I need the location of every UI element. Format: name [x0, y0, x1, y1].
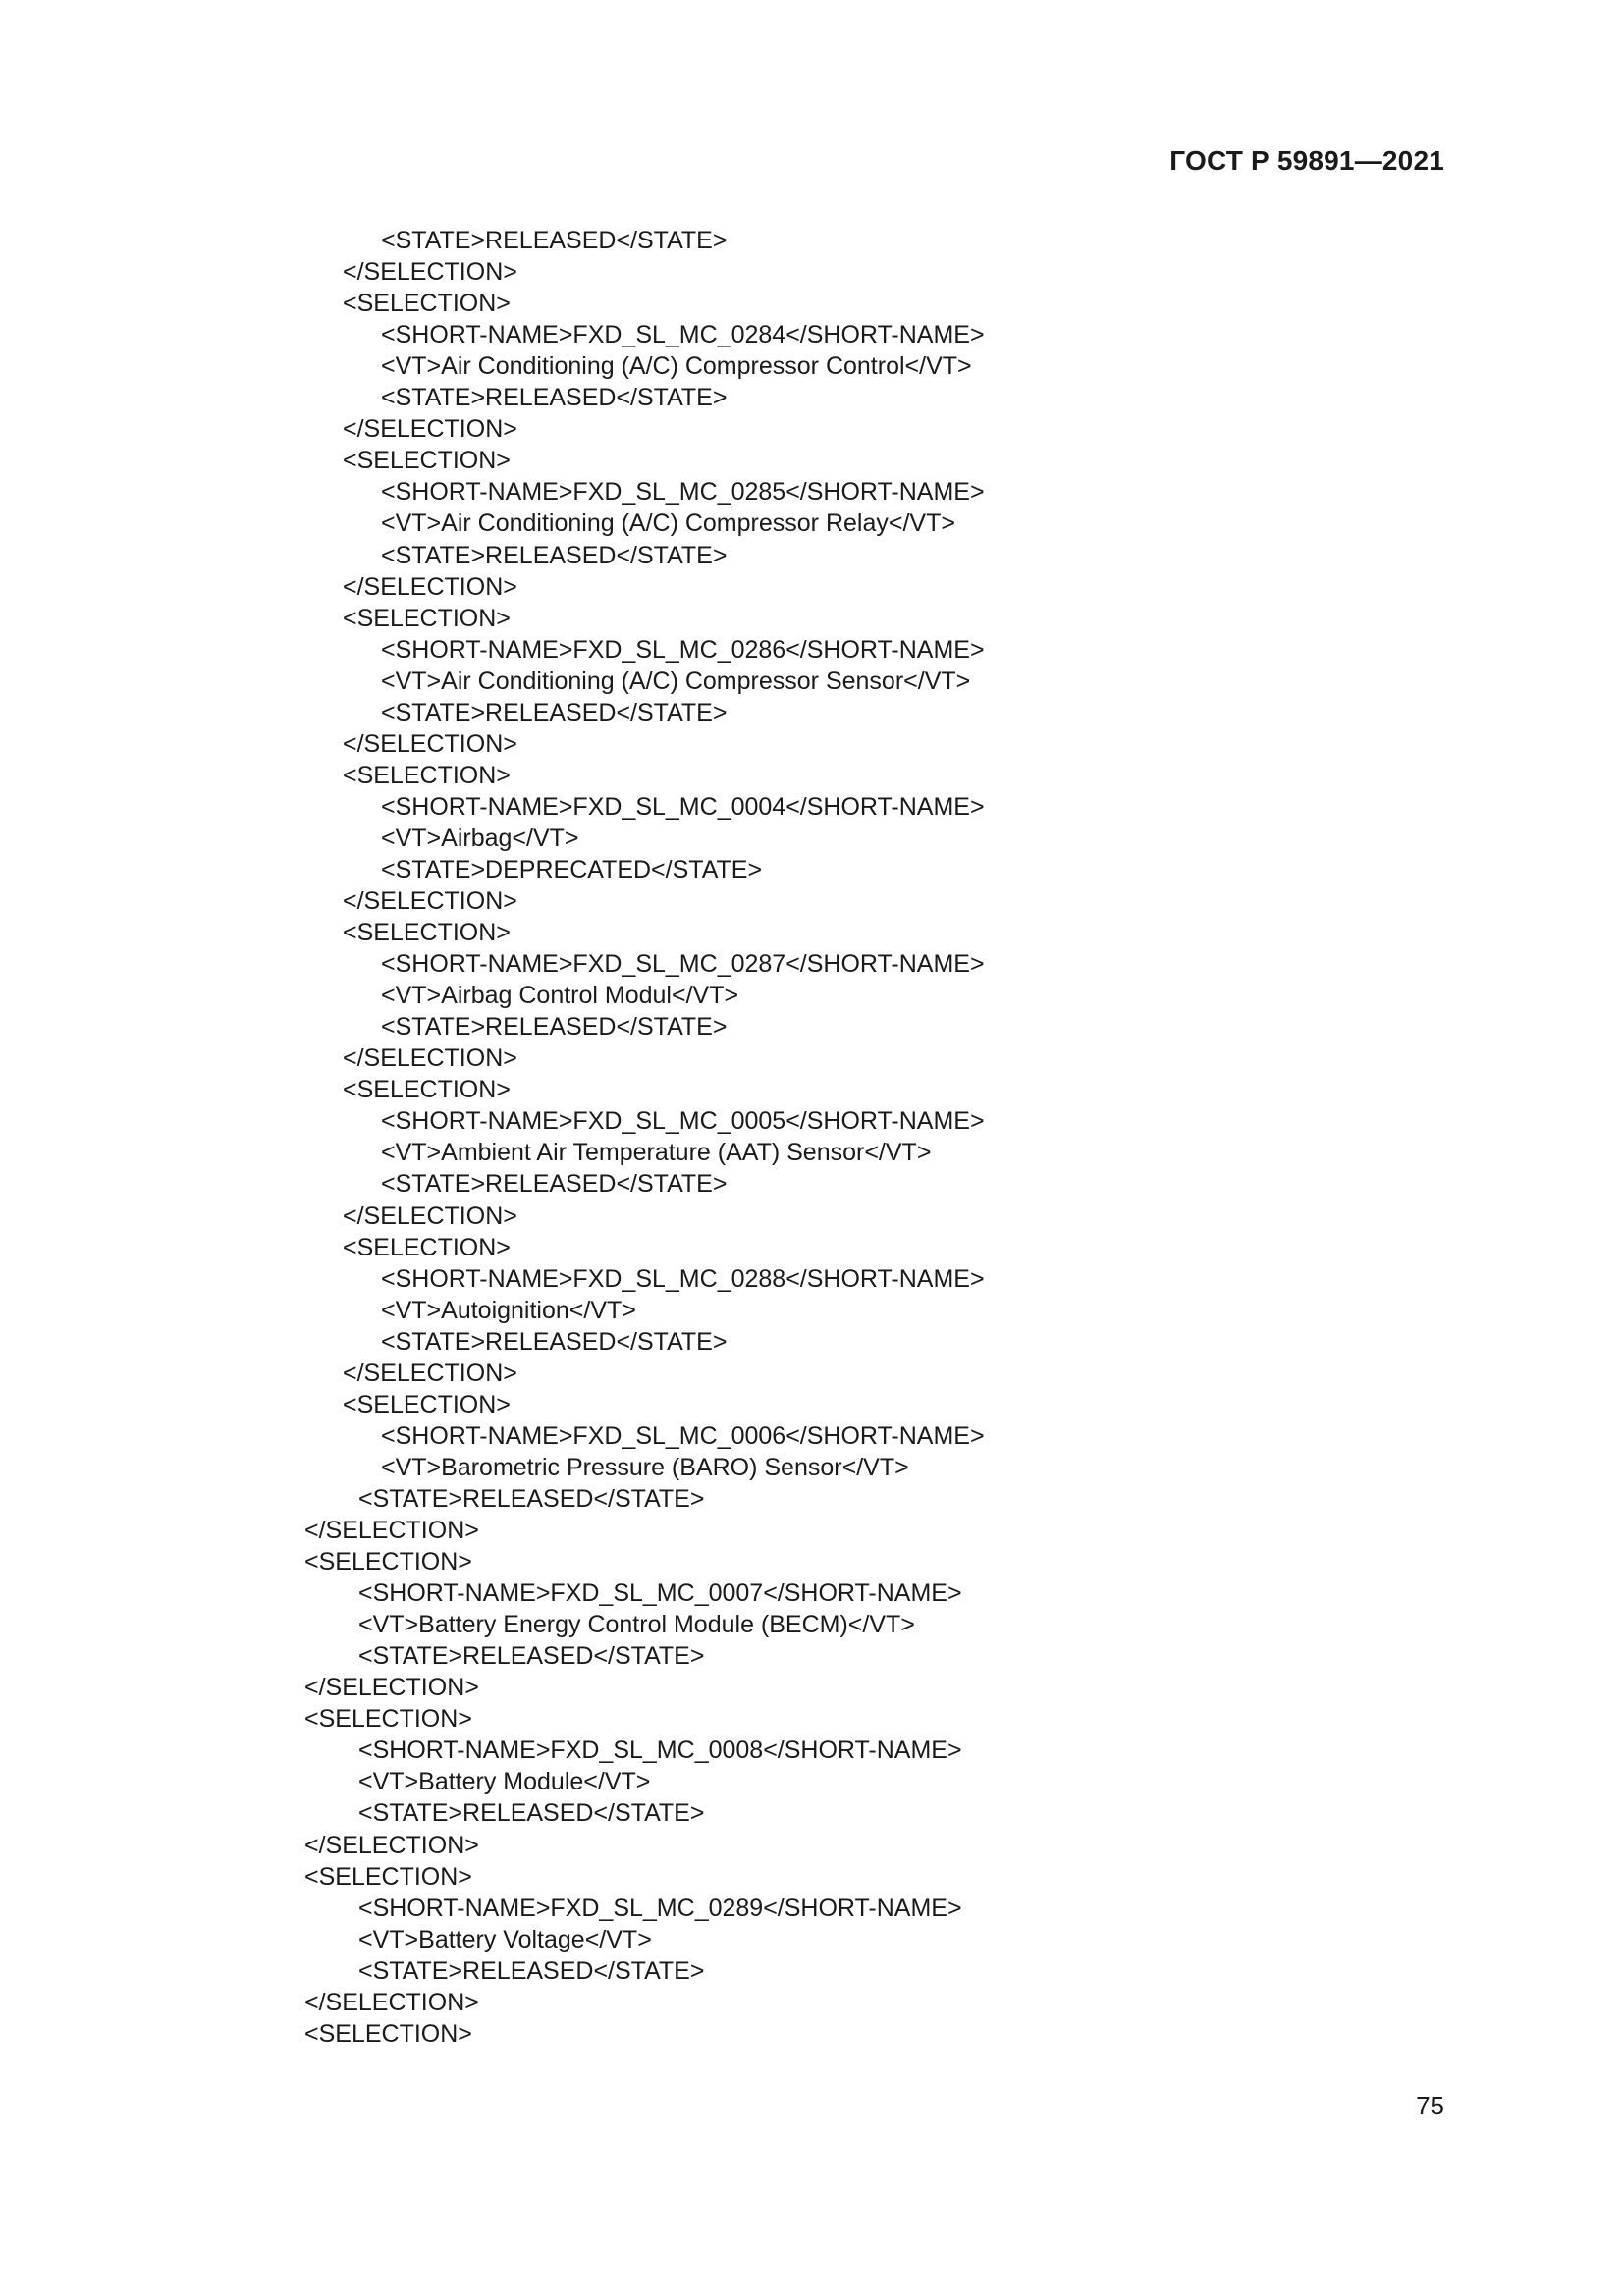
code-line: <STATE>RELEASED</STATE>	[358, 1957, 705, 1985]
code-line: <SHORT-NAME>FXD_SL_MC_0285</SHORT-NAME>	[381, 478, 985, 506]
code-line: </SELECTION>	[343, 1360, 517, 1387]
code-line: <SHORT-NAME>FXD_SL_MC_0005</SHORT-NAME>	[381, 1107, 985, 1135]
code-line: <VT>Ambient Air Temperature (AAT) Sensor</VT>	[381, 1139, 932, 1166]
code-line: </SELECTION>	[343, 730, 517, 758]
code-line: </SELECTION>	[343, 573, 517, 601]
code-line: <SELECTION>	[304, 1548, 472, 1575]
code-line: <SELECTION>	[304, 1863, 472, 1891]
code-line: <SELECTION>	[343, 447, 511, 474]
code-line: <SHORT-NAME>FXD_SL_MC_0288</SHORT-NAME>	[381, 1265, 985, 1293]
code-line: <SELECTION>	[304, 1705, 472, 1733]
code-line: <STATE>DEPRECATED</STATE>	[381, 856, 763, 883]
code-line: <VT>Airbag</VT>	[381, 825, 579, 852]
code-line: <STATE>RELEASED</STATE>	[381, 1013, 728, 1041]
code-line: <VT>Battery Energy Control Module (BECM)</VT>	[358, 1611, 915, 1638]
code-line: </SELECTION>	[304, 1989, 479, 2016]
code-line: <SHORT-NAME>FXD_SL_MC_0284</SHORT-NAME>	[381, 321, 985, 348]
code-line: <SHORT-NAME>FXD_SL_MC_0289</SHORT-NAME>	[358, 1895, 962, 1922]
code-line: </SELECTION>	[343, 887, 517, 915]
code-line: <STATE>RELEASED</STATE>	[358, 1799, 705, 1827]
code-line: </SELECTION>	[304, 1517, 479, 1544]
code-line: </SELECTION>	[304, 1832, 479, 1859]
code-line: <SELECTION>	[343, 290, 511, 317]
code-line: <VT>Air Conditioning (A/C) Compressor Control</VT>	[381, 352, 972, 380]
code-line: <VT>Airbag Control Modul</VT>	[381, 982, 739, 1009]
code-line: <SHORT-NAME>FXD_SL_MC_0008</SHORT-NAME>	[358, 1736, 962, 1764]
code-line: </SELECTION>	[304, 1674, 479, 1701]
code-line: <VT>Air Conditioning (A/C) Compressor Sensor</VT>	[381, 667, 971, 695]
code-line: <SELECTION>	[343, 1076, 511, 1103]
code-line: <SELECTION>	[343, 919, 511, 946]
code-line: </SELECTION>	[343, 1044, 517, 1072]
code-line: <VT>Autoignition</VT>	[381, 1297, 636, 1324]
code-line: <SHORT-NAME>FXD_SL_MC_0286</SHORT-NAME>	[381, 636, 985, 664]
code-line: <SHORT-NAME>FXD_SL_MC_0007</SHORT-NAME>	[358, 1579, 962, 1607]
code-line: </SELECTION>	[343, 415, 517, 443]
code-line: <SELECTION>	[343, 1234, 511, 1261]
code-line: <SHORT-NAME>FXD_SL_MC_0006</SHORT-NAME>	[381, 1422, 985, 1450]
code-line: <STATE>RELEASED</STATE>	[381, 227, 728, 254]
code-line: <SHORT-NAME>FXD_SL_MC_0287</SHORT-NAME>	[381, 950, 985, 978]
code-line: <STATE>RELEASED</STATE>	[358, 1642, 705, 1670]
code-line: <VT>Air Conditioning (A/C) Compressor Relay</VT>	[381, 509, 955, 537]
code-line: <STATE>RELEASED</STATE>	[381, 1170, 728, 1198]
code-line: <STATE>RELEASED</STATE>	[381, 384, 728, 411]
code-line: <STATE>RELEASED</STATE>	[381, 542, 728, 569]
document-standard-id: ГОСТ Р 59891—2021	[1169, 145, 1444, 176]
code-line: <SELECTION>	[304, 2020, 472, 2048]
code-line: <SHORT-NAME>FXD_SL_MC_0004</SHORT-NAME>	[381, 793, 985, 821]
code-line: </SELECTION>	[343, 258, 517, 286]
code-line: <STATE>RELEASED</STATE>	[381, 699, 728, 726]
code-line: </SELECTION>	[343, 1202, 517, 1230]
code-line: <STATE>RELEASED</STATE>	[358, 1485, 705, 1513]
code-line: <VT>Battery Module</VT>	[358, 1768, 651, 1795]
code-line: <VT>Barometric Pressure (BARO) Sensor</VT>	[381, 1454, 909, 1481]
code-line: <SELECTION>	[343, 605, 511, 632]
page-number: 75	[1416, 2091, 1444, 2120]
code-line: <STATE>RELEASED</STATE>	[381, 1328, 728, 1356]
code-line: <VT>Battery Voltage</VT>	[358, 1926, 652, 1953]
code-line: <SELECTION>	[343, 762, 511, 789]
code-line: <SELECTION>	[343, 1391, 511, 1418]
